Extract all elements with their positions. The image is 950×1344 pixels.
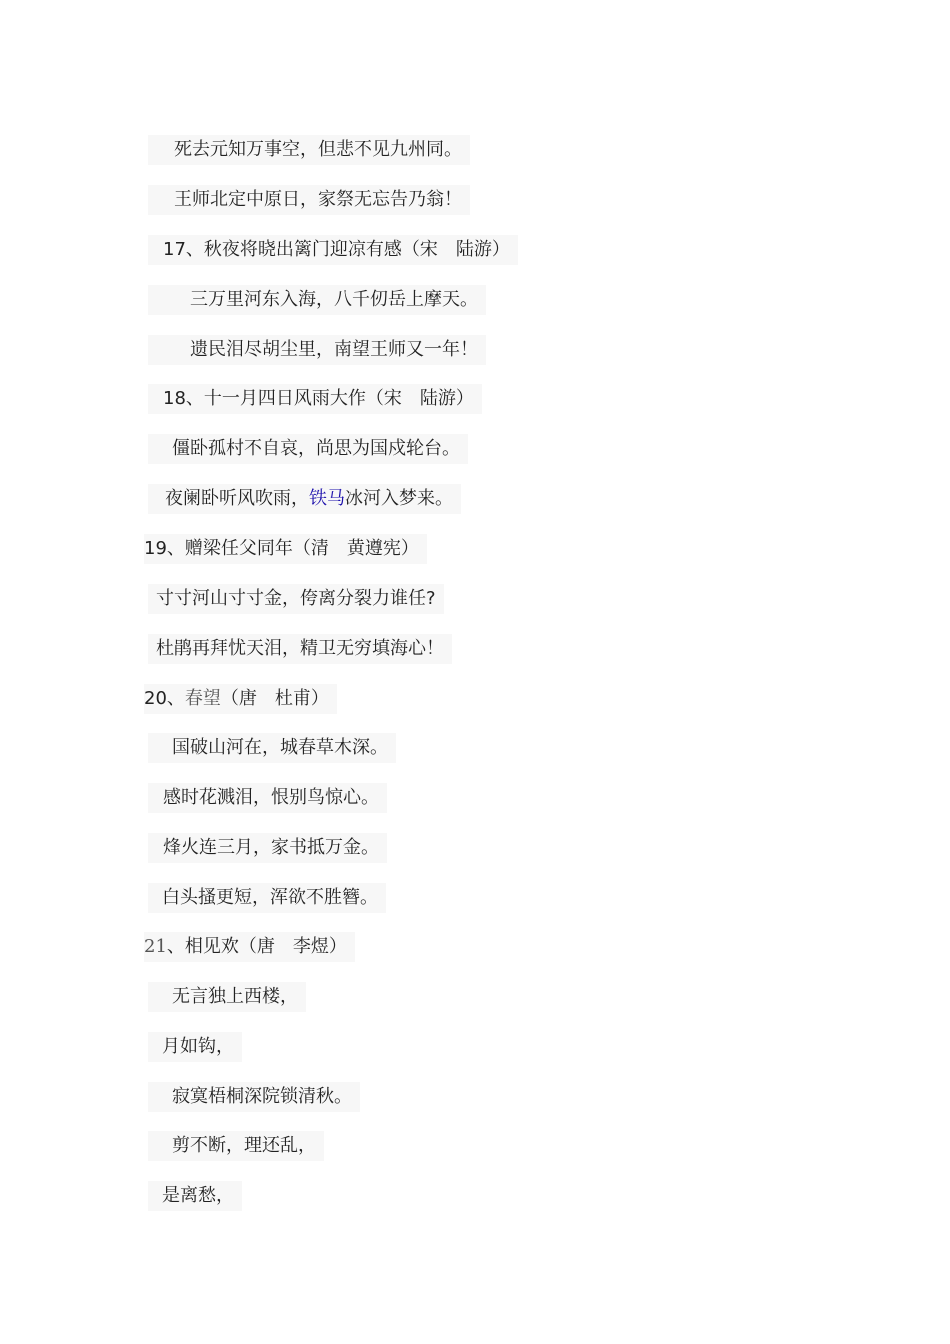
poem-title bbox=[144, 932, 355, 962]
poem-line: 无言独上西楼， bbox=[148, 982, 306, 1012]
poem-name: 春望 bbox=[184, 688, 221, 709]
poem-line: 王师北定中原日，家祭无忘告乃翁！ bbox=[148, 185, 470, 215]
poem-author: （唐 杜甫） bbox=[220, 688, 329, 709]
poem-line: 寂寞梧桐深院锁清秋。 bbox=[148, 1082, 360, 1112]
poem-line: 三万里河东入海，八千仞岳上摩天。 bbox=[148, 285, 486, 315]
poem-line-end: 冰河入梦来。 bbox=[345, 488, 453, 509]
poem-name: 、相见欢（唐 李煜） bbox=[166, 936, 347, 957]
poem-line: 剪不断，理还乱， bbox=[148, 1131, 324, 1161]
poem-title: 18、十一月四日风雨大作（宋 陆游） bbox=[148, 384, 482, 414]
poem-line: 僵卧孤村不自哀，尚思为国戍轮台。 bbox=[148, 434, 468, 464]
poem-line: 感时花溅泪，恨别鸟惊心。 bbox=[148, 783, 387, 813]
poem-title: 19、赠梁任父同年（清 黄遵宪） bbox=[144, 534, 427, 564]
poem-number: 20、 bbox=[144, 688, 185, 709]
poem-line: 寸寸河山寸寸金，侉离分裂力谁任? bbox=[148, 584, 444, 614]
keyword-link[interactable]: 铁马 bbox=[309, 488, 345, 509]
poem-title: 17、秋夜将晓出篱门迎凉有感（宋 陆游） bbox=[148, 235, 518, 265]
poem-line: 月如钩， bbox=[148, 1032, 242, 1062]
poem-line: 遗民泪尽胡尘里，南望王师又一年！ bbox=[148, 335, 486, 365]
poem-title bbox=[144, 684, 337, 714]
poem-line: 烽火连三月，家书抵万金。 bbox=[148, 833, 387, 863]
poem-line-start: 夜阑卧听风吹雨， bbox=[165, 488, 309, 509]
poem-line bbox=[148, 484, 461, 514]
poem-line: 国破山河在，城春草木深。 bbox=[148, 733, 396, 763]
poem-line: 杜鹃再拜忧天泪，精卫无穷填海心！ bbox=[148, 634, 452, 664]
poem-line: 死去元知万事空，但悲不见九州同。 bbox=[148, 135, 470, 165]
poem-number: 21 bbox=[144, 936, 167, 957]
poem-line: 白头搔更短，浑欲不胜簪。 bbox=[148, 883, 386, 913]
poem-line: 是离愁， bbox=[148, 1181, 242, 1211]
